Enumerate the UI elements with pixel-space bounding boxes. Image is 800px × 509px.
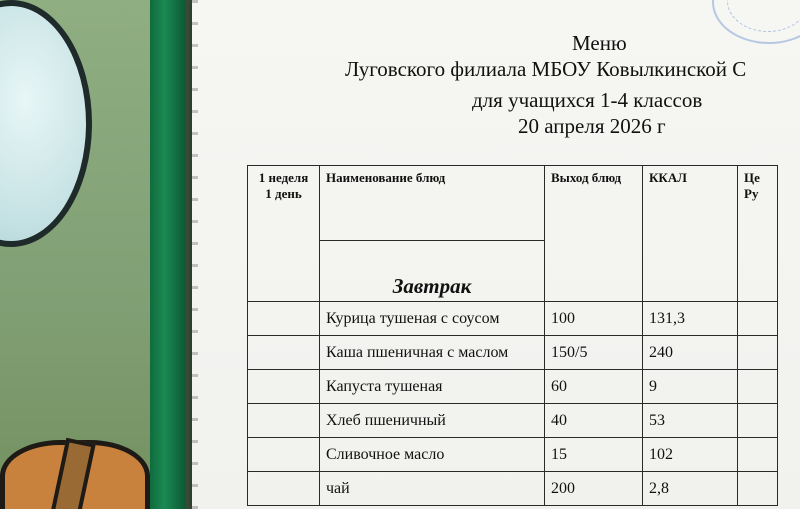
cell-price	[738, 336, 778, 370]
col-header-yield: Выход блюд	[545, 166, 643, 302]
col-header-dish: Наименование блюд	[320, 166, 545, 241]
cell-yield: 100	[545, 302, 643, 336]
cell-empty	[248, 370, 320, 404]
cell-dish: Каша пшеничная с маслом	[320, 336, 545, 370]
cell-kcal: 102	[643, 438, 738, 472]
table-row	[248, 302, 778, 336]
cell-empty	[248, 472, 320, 506]
cell-empty	[248, 336, 320, 370]
cell-empty	[248, 302, 320, 336]
cell-yield: 40	[545, 404, 643, 438]
section-title-breakfast: Завтрак	[320, 241, 545, 302]
table-row	[248, 472, 778, 506]
cell-empty	[248, 438, 320, 472]
cell-yield: 15	[545, 438, 643, 472]
cell-kcal: 2,8	[643, 472, 738, 506]
cell-price	[738, 438, 778, 472]
paper-edge	[192, 0, 198, 509]
cell-dish: Сливочное масло	[320, 438, 545, 472]
cell-dish: Капуста тушеная	[320, 370, 545, 404]
cell-yield: 150/5	[545, 336, 643, 370]
menu-table	[247, 165, 778, 506]
cell-dish: Хлеб пшеничный	[320, 404, 545, 438]
table-row	[248, 370, 778, 404]
cell-price	[738, 472, 778, 506]
menu-paper	[192, 0, 800, 509]
school-name: Луговского филиала МБОУ Ковылкинской С	[345, 57, 747, 81]
col-header-price: Це Ру	[738, 166, 778, 302]
cell-kcal: 9	[643, 370, 738, 404]
green-frame	[150, 0, 186, 509]
cell-kcal: 131,3	[643, 302, 738, 336]
menu-title: Меню	[572, 31, 627, 55]
table-row	[248, 336, 778, 370]
cell-yield: 200	[545, 472, 643, 506]
menu-date: 20 апреля 2026 г	[518, 114, 666, 138]
cell-price	[738, 302, 778, 336]
cell-dish: чай	[320, 472, 545, 506]
cell-kcal: 240	[643, 336, 738, 370]
cell-empty	[248, 404, 320, 438]
cell-dish: Курица тушеная с соусом	[320, 302, 545, 336]
table-row	[248, 438, 778, 472]
grade-group: для учащихся 1-4 классов	[472, 88, 703, 112]
col-header-kcal: ККАЛ	[643, 166, 738, 302]
col-header-week-day: 1 неделя 1 день	[248, 166, 320, 302]
cell-yield: 60	[545, 370, 643, 404]
table-row	[248, 404, 778, 438]
cell-price	[738, 404, 778, 438]
cell-kcal: 53	[643, 404, 738, 438]
cell-price	[738, 370, 778, 404]
